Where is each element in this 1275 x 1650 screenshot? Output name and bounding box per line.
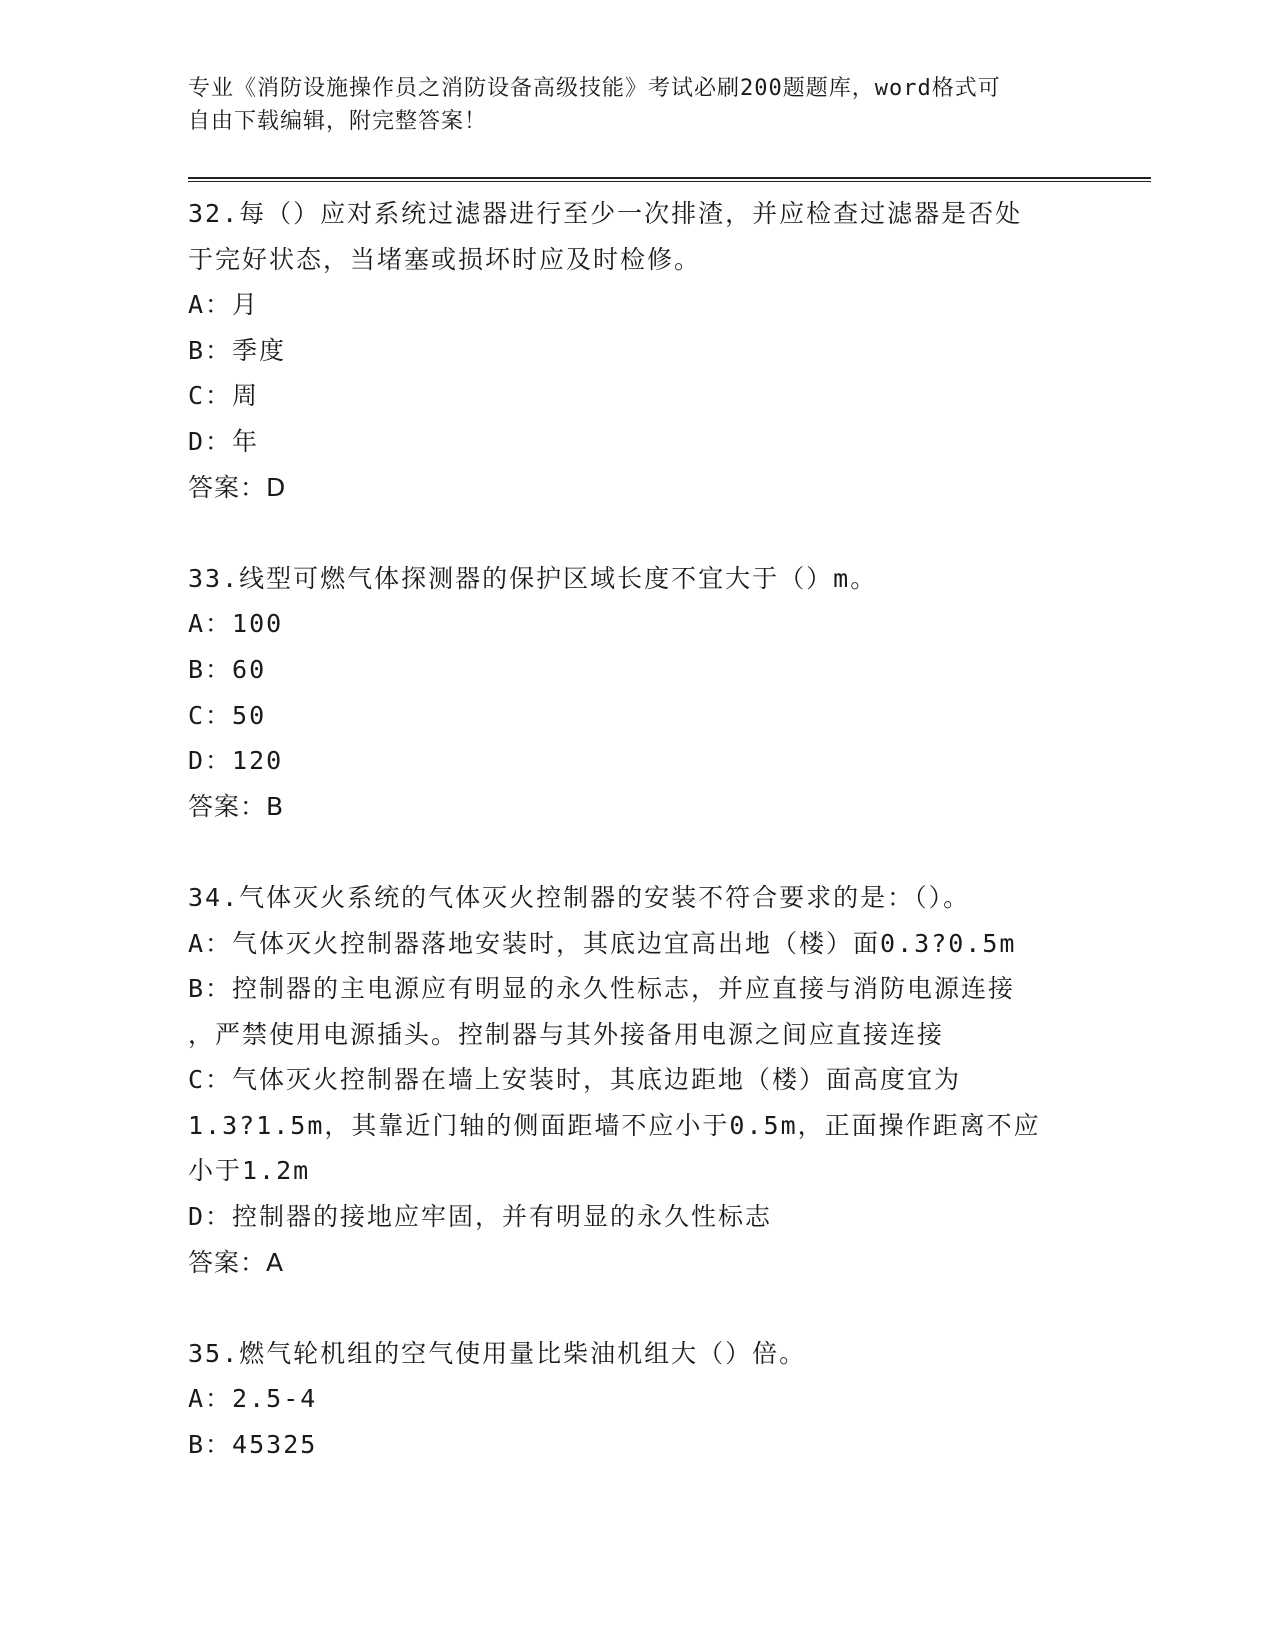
question-35 bbox=[188, 1331, 1108, 1468]
document-header bbox=[188, 72, 1088, 138]
spacer bbox=[188, 1285, 1108, 1331]
option-a: A：月 bbox=[188, 290, 260, 320]
option-c-continued: 小于1.2m bbox=[188, 1156, 311, 1186]
question-stem: 35.燃气轮机组的空气使用量比柴油机组大（）倍。 bbox=[188, 1338, 807, 1368]
question-32 bbox=[188, 191, 1108, 510]
option-c: C：50 bbox=[188, 700, 267, 730]
spacer bbox=[188, 829, 1108, 875]
question-stem: 33.线型可燃气体探测器的保护区域长度不宜大于（）m。 bbox=[188, 563, 878, 593]
question-stem: 34.气体灭火系统的气体灭火控制器的安装不符合要求的是：（）。 bbox=[188, 882, 971, 912]
question-stem: 32.每（）应对系统过滤器进行至少一次排渣，并应检查过滤器是否处 bbox=[188, 199, 1023, 228]
option-d: D：120 bbox=[188, 746, 284, 776]
question-34 bbox=[188, 875, 1108, 1285]
option-b: B：45325 bbox=[188, 1430, 318, 1460]
option-d: D：控制器的接地应牢固，并有明显的永久性标志 bbox=[188, 1202, 773, 1232]
header-line-1: 专业《消防设施操作员之消防设备高级技能》考试必刷200题题库，word格式可 bbox=[188, 76, 1001, 101]
option-c: C：气体灭火控制器在墙上安装时，其底边距地（楼）面高度宜为 bbox=[188, 1065, 962, 1095]
option-a: A：100 bbox=[188, 609, 284, 639]
answer-label: 答案：D bbox=[188, 472, 287, 502]
option-b-continued: ，严禁使用电源插头。控制器与其外接备用电源之间应直接连接 bbox=[188, 1019, 945, 1049]
answer-label: 答案：A bbox=[188, 1247, 285, 1277]
spacer bbox=[188, 510, 1108, 556]
option-c-continued: 1.3?1.5m，其靠近门轴的侧面距墙不应小于0.5m，正面操作距离不应 bbox=[188, 1110, 1041, 1140]
option-c: C：周 bbox=[188, 381, 260, 411]
option-b: B：60 bbox=[188, 654, 267, 684]
option-b: B：季度 bbox=[188, 335, 287, 365]
option-a: A：气体灭火控制器落地安装时，其底边宜高出地（楼）面0.3?0.5m bbox=[188, 928, 1017, 958]
option-b: B：控制器的主电源应有明显的永久性标志，并应直接与消防电源连接 bbox=[188, 974, 1016, 1004]
answer-label: 答案：B bbox=[188, 791, 285, 821]
question-list bbox=[188, 191, 1108, 1468]
option-a: A：2.5-4 bbox=[188, 1384, 318, 1414]
header-divider bbox=[188, 177, 1151, 182]
option-d: D：年 bbox=[188, 426, 260, 456]
question-stem: 于完好状态，当堵塞或损坏时应及时检修。 bbox=[188, 244, 702, 274]
question-33 bbox=[188, 556, 1108, 830]
header-line-2: 自由下载编辑，附完整答案！ bbox=[188, 109, 488, 134]
